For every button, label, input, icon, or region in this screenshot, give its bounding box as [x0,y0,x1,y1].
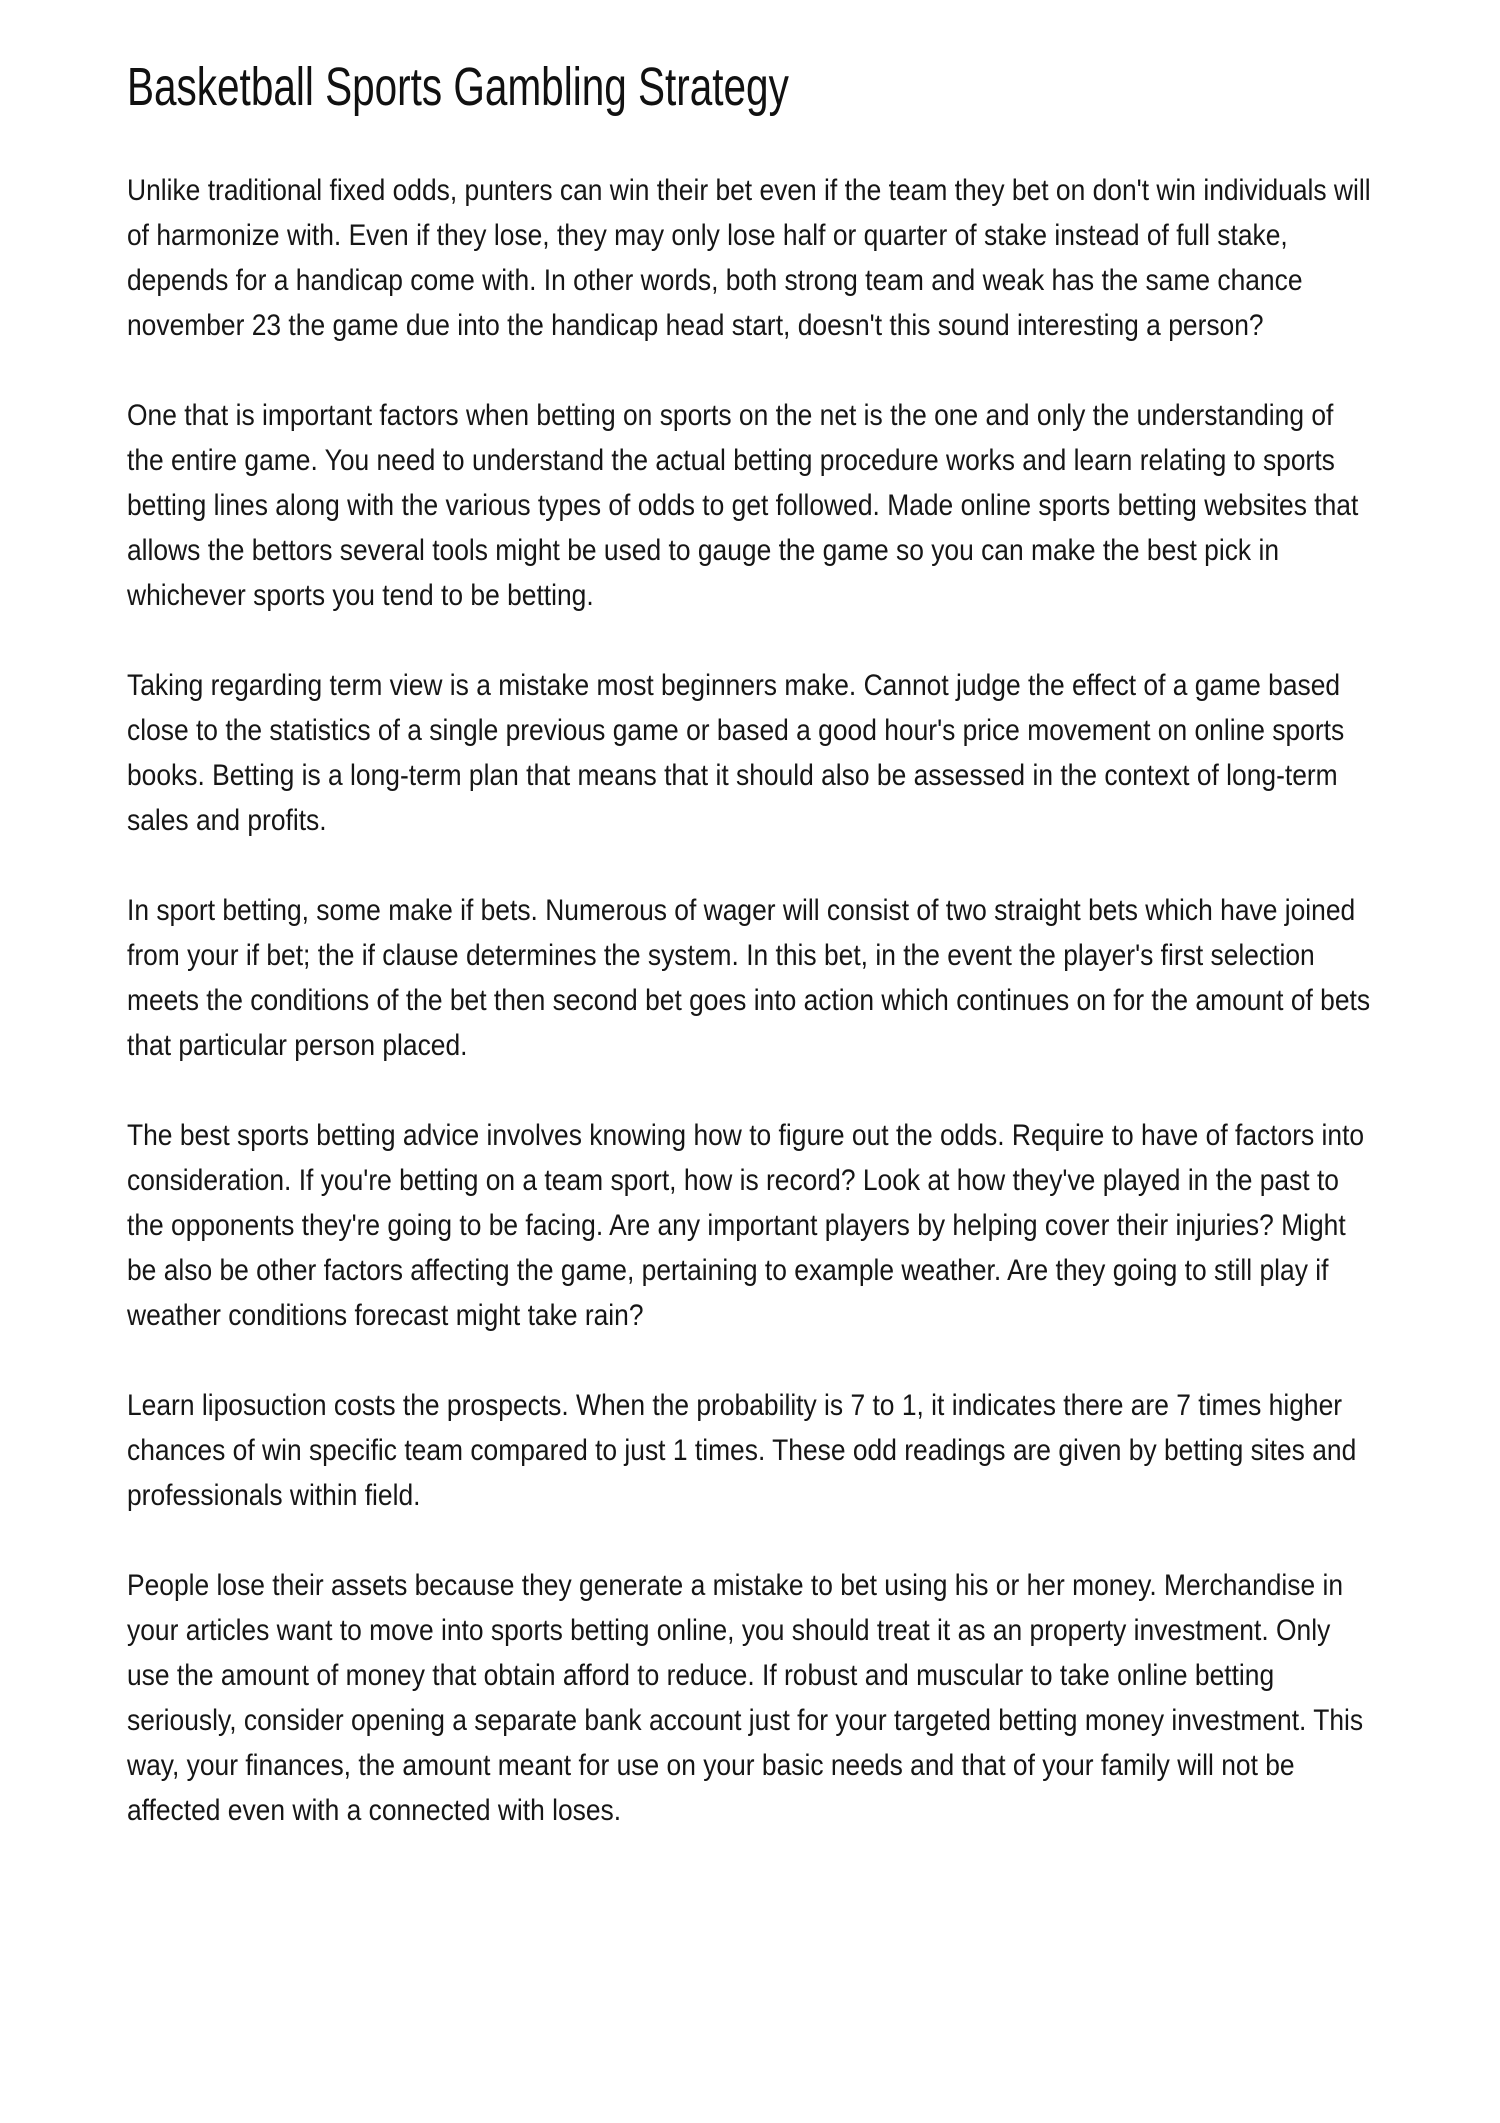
article-body [127,168,1373,1878]
paragraph-3: Taking regarding term view is a mistake most beginners make. Cannot judge the effect of a game based close to the statistics of a single previous game or based a good hour's price movement on online sports books. Betting is a long-term plan that means that it should also be assessed in the context of long-term sales and profits. [127,669,1345,837]
paragraph-4: In sport betting, some make if bets. Numerous of wager will consist of two straight bets which have joined from your if bet; the if clause determines the system. In this bet, in the event the player's first selection meets the conditions of the bet then second bet goes into action which continues on for the amount of bets that particular person placed. [127,894,1371,1062]
paragraph-5: The best sports betting advice involves knowing how to figure out the odds. Require to have of factors into consideration. If you're betting on a team sport, how is record? Look at how they've played in the past to the opponents they're going to be facing. Are any important players by helping cover their injuries? Might be also be other factors affecting the game, pertaining to example weather. Are they going to still play if weather conditions forecast might take rain? [127,1119,1365,1332]
page-title: Basketball Sports Gambling Strategy [127,57,789,117]
paragraph-2: One that is important factors when betting on sports on the net is the one and only the understanding of the entire game. You need to understand the actual betting procedure works and learn relating to sports betting lines along with the various types of odds to get followed. Made online sports betting websites that allows the bettors several tools might be used to gauge the game so you can make the best pick in whichever sports you tend to be betting. [127,399,1359,612]
paragraph-7: People lose their assets because they generate a mistake to bet using his or her money. Merchandise in your articles want to move into sports betting online, you should treat it as an property investment. Only use the amount of money that obtain afford to reduce. If robust and muscular to take online betting seriously, consider opening a separate bank account just for your targeted betting money investment. This way, your finances, the amount meant for use on your basic needs and that of your family will not be affected even with a connected with loses. [127,1569,1364,1827]
paragraph-1: Unlike traditional fixed odds, punters can win their bet even if the team they bet on don't win individuals will of harmonize with. Even if they lose, they may only lose half or quarter of stake instead of full stake, depends for a handicap come with. In other words, both strong team and weak has the same chance november 23 the game due into the handicap head start, doesn't this sound interesting a person? [127,174,1371,342]
paragraph-6: Learn liposuction costs the prospects. When the probability is 7 to 1, it indicates there are 7 times higher chances of win specific team compared to just 1 times. These odd readings are given by betting sites and professionals within field. [127,1389,1357,1512]
